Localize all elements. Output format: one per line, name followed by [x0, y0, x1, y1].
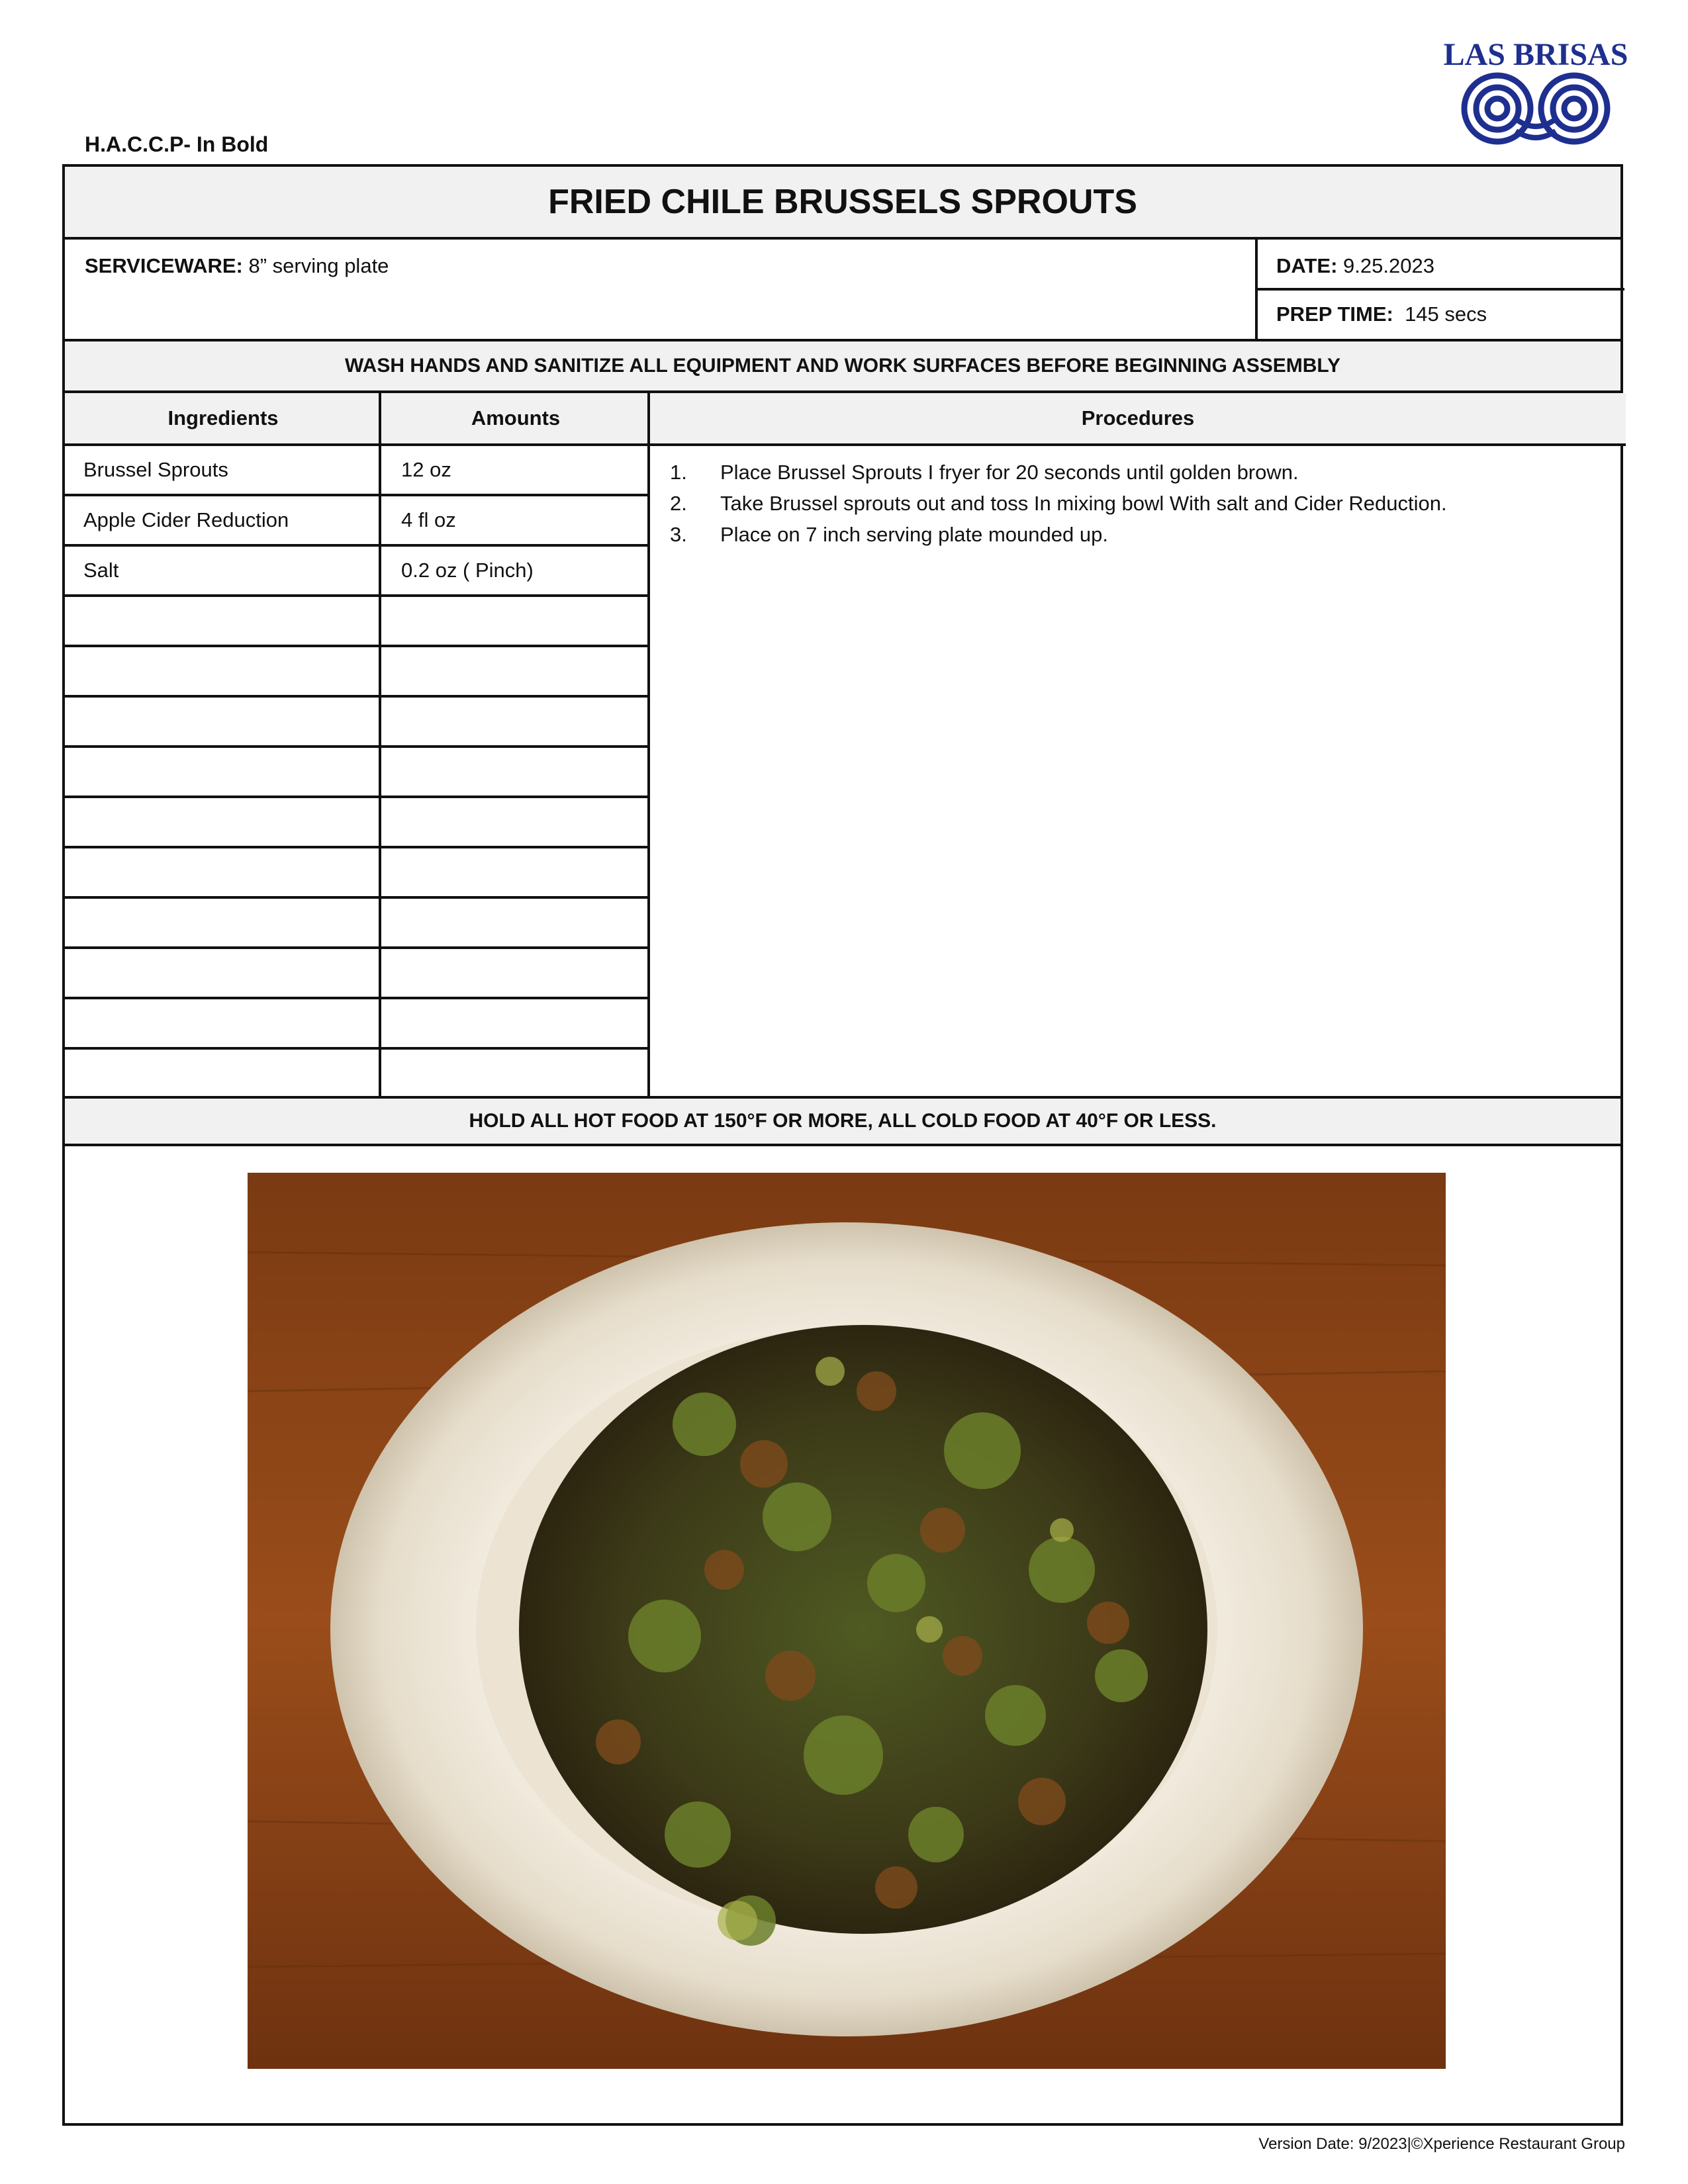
table-row — [65, 496, 650, 547]
ingredient-cell: Brussel Sprouts — [83, 458, 228, 481]
step-number: 2. — [670, 492, 687, 515]
prep-value: 145 secs — [1393, 302, 1487, 326]
table-row — [65, 647, 650, 698]
serviceware-label: SERVICEWARE: — [85, 254, 243, 277]
recipe-title: FRIED CHILE BRUSSELS SPROUTS — [65, 167, 1620, 240]
table-row — [65, 547, 650, 597]
date — [1276, 254, 1434, 278]
table-row — [65, 848, 650, 899]
serviceware-value: 8” serving plate — [242, 254, 389, 277]
procedure-list — [670, 457, 1610, 550]
info-hline — [1255, 288, 1624, 291]
step-number: 3. — [670, 523, 687, 546]
table-row — [65, 899, 650, 949]
header-amounts: Amounts — [381, 393, 650, 446]
logo-text: LAS BRISAS — [1443, 37, 1628, 72]
table-row — [65, 698, 650, 748]
step-text: Place Brussel Sprouts I fryer for 20 seconds until golden brown. — [720, 461, 1299, 484]
recipe-table — [65, 393, 1620, 1096]
step-number: 1. — [670, 461, 687, 484]
procedure-step — [670, 488, 1610, 519]
version-footer: Version Date: 9/2023|©Xperience Restaurant Group — [1258, 2135, 1625, 2153]
header-ingredients: Ingredients — [65, 393, 381, 446]
recipe-card — [62, 164, 1623, 2126]
las-brisas-logo — [1443, 34, 1628, 154]
step-text: Place on 7 inch serving plate mounded up. — [720, 523, 1108, 546]
procedure-step — [670, 519, 1610, 550]
date-label: DATE: — [1276, 254, 1338, 277]
hold-notice: HOLD ALL HOT FOOD AT 150°F OR MORE, ALL COLD FOOD AT 40°F OR LESS. — [65, 1096, 1620, 1146]
ingredient-cell: Apple Cider Reduction — [83, 508, 289, 531]
table-row — [65, 597, 650, 647]
table-row — [65, 1050, 650, 1096]
recipe-info — [65, 240, 1620, 339]
table-row — [65, 999, 650, 1050]
prep-time — [1276, 302, 1487, 326]
procedure-step — [670, 457, 1610, 488]
table-row — [65, 798, 650, 848]
haccp-note: H.A.C.C.P- In Bold — [85, 132, 269, 156]
serviceware — [85, 254, 389, 278]
wash-notice: WASH HANDS AND SANITIZE ALL EQUIPMENT AND WORK SURFACES BEFORE BEGINNING ASSEMBLY — [65, 339, 1620, 393]
step-text: Take Brussel sprouts out and toss In mixing bowl With salt and Cider Reduction. — [720, 492, 1447, 515]
prep-label: PREP TIME: — [1276, 302, 1393, 326]
amount-cell: 0.2 oz ( Pinch) — [401, 559, 534, 582]
table-row — [65, 446, 650, 496]
amount-cell: 12 oz — [401, 458, 451, 481]
table-row — [65, 748, 650, 798]
dish-photo — [248, 1173, 1446, 2069]
date-value: 9.25.2023 — [1337, 254, 1434, 277]
amount-cell: 4 fl oz — [401, 508, 456, 531]
ingredient-cell: Salt — [83, 559, 119, 582]
header-procedures: Procedures — [650, 393, 1626, 446]
table-row — [65, 949, 650, 999]
